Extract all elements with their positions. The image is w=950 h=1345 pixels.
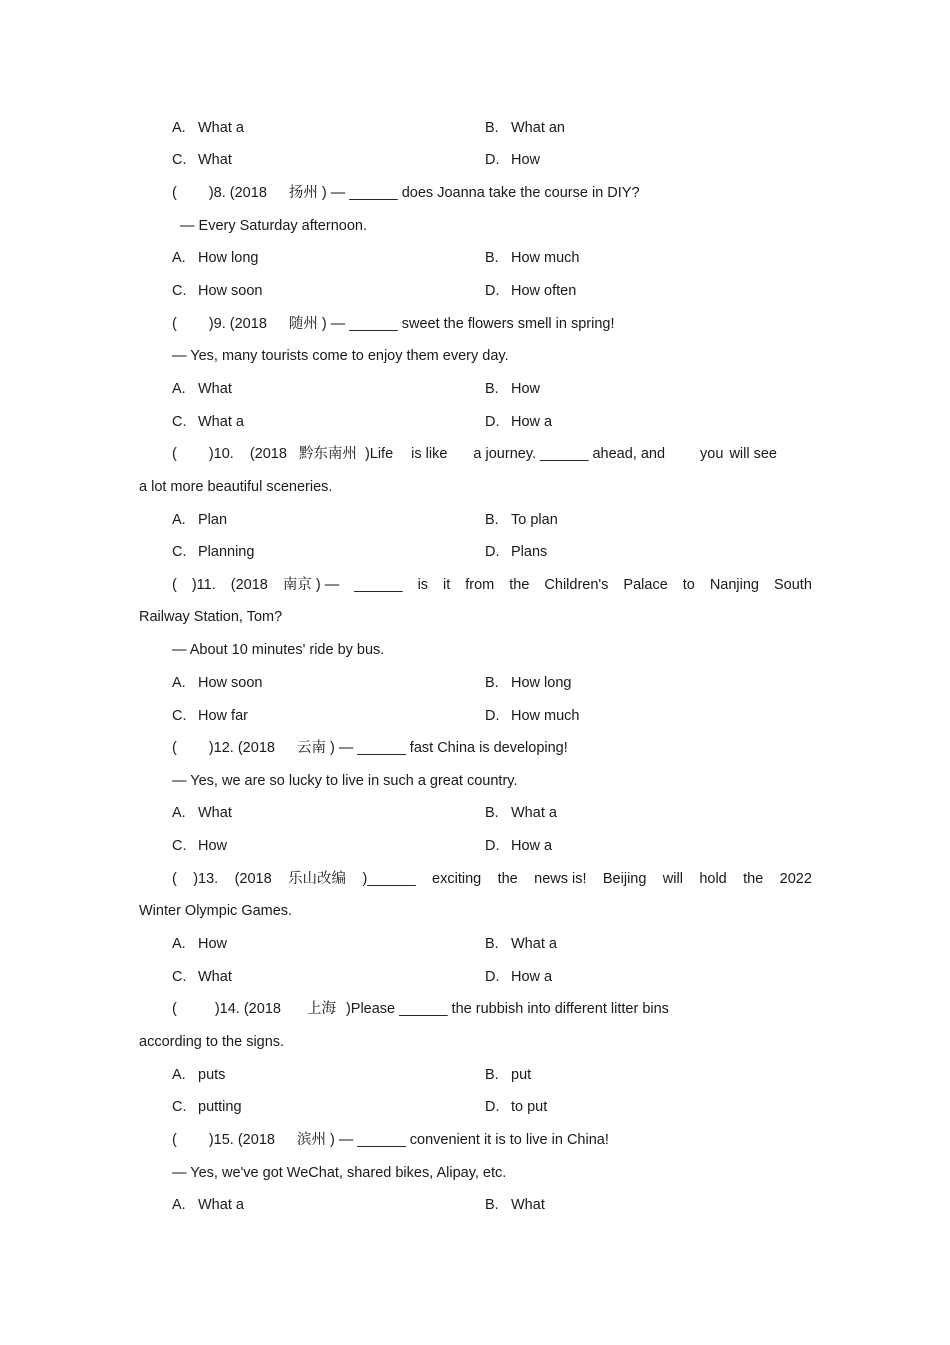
option-c: C. What a — [172, 414, 244, 430]
question-14-stem: ( )14. (2018 上海 )Please ______ the rubbish into different litter bins — [172, 1001, 669, 1017]
question-13-stem: ( )13. (2018 乐山改编 )______ exciting the news is! Beijing will hold the 2022 — [172, 871, 812, 887]
option-a: A. How long — [172, 250, 259, 266]
option-b: B. What — [485, 1197, 545, 1213]
option-d: D. How much — [485, 708, 580, 724]
option-a: A. How soon — [172, 675, 263, 691]
question-10-stem: ( )10. (2018 黔东南州 )Life is like a journey. ______ ahead, and you will see — [172, 446, 777, 462]
option-d: D. to put — [485, 1099, 548, 1115]
option-b: B. What a — [485, 936, 557, 952]
option-d: D. How a — [485, 414, 553, 430]
option-c: C. How soon — [172, 283, 263, 299]
option-d: D. How — [485, 152, 541, 168]
question-14-continuation: according to the signs. — [139, 1034, 285, 1050]
question-8-answer: — Every Saturday afternoon. — [180, 218, 367, 234]
question-12-answer: — Yes, we are so lucky to live in such a great country. — [172, 773, 518, 789]
option-c: C. putting — [172, 1099, 242, 1115]
option-b: B. What a — [485, 805, 557, 821]
option-c: C. How — [172, 838, 228, 854]
option-a: A. What a — [172, 1197, 244, 1213]
option-b: B. put — [485, 1067, 532, 1083]
question-9-stem: ( )9. (2018 随州 ) — ______ sweet the flowers smell in spring! — [172, 316, 615, 332]
option-b: B. What an — [485, 120, 565, 136]
option-a: A. What a — [172, 120, 244, 136]
option-a: A. puts — [172, 1067, 226, 1083]
option-a: A. How — [172, 936, 228, 952]
question-11-stem: ( )11. (2018 南京 ) — ______ is it from the Children's Palace to Nanjing South — [172, 577, 812, 593]
question-12-stem: ( )12. (2018 云南 ) — ______ fast China is developing! — [172, 740, 568, 756]
question-8-stem: ( )8. (2018 扬州 ) — ______ does Joanna take the course in DIY? — [172, 185, 640, 201]
option-c: C. Planning — [172, 544, 255, 560]
option-b: B. How much — [485, 250, 580, 266]
option-b: B. How — [485, 381, 541, 397]
option-a: A. Plan — [172, 512, 228, 528]
option-d: D. How a — [485, 969, 553, 985]
question-13-continuation: Winter Olympic Games. — [139, 903, 293, 919]
question-15-answer: — Yes, we've got WeChat, shared bikes, Alipay, etc. — [172, 1165, 507, 1181]
option-d: D. How a — [485, 838, 553, 854]
question-11-continuation: Railway Station, Tom? — [139, 609, 283, 625]
question-9-answer: — Yes, many tourists come to enjoy them every day. — [172, 348, 509, 364]
option-b: B. How long — [485, 675, 572, 691]
option-d: D. Plans — [485, 544, 548, 560]
option-b: B. To plan — [485, 512, 558, 528]
option-a: A. What — [172, 805, 232, 821]
option-c: C. What — [172, 152, 232, 168]
option-c: C. What — [172, 969, 232, 985]
option-d: D. How often — [485, 283, 577, 299]
question-11-answer: — About 10 minutes' ride by bus. — [172, 642, 385, 658]
option-a: A. What — [172, 381, 232, 397]
question-15-stem: ( )15. (2018 滨州 ) — ______ convenient it is to live in China! — [172, 1132, 609, 1148]
option-c: C. How far — [172, 708, 248, 724]
question-10-continuation: a lot more beautiful sceneries. — [139, 479, 333, 495]
